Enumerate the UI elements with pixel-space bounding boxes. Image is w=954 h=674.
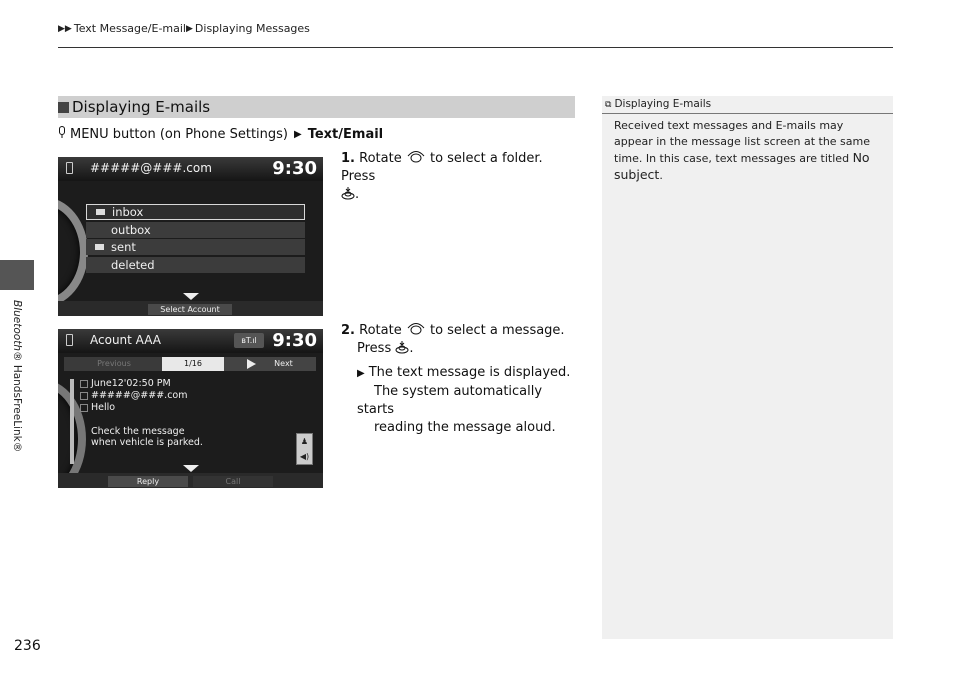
note-end: . xyxy=(659,169,663,182)
nav-target: Text/Email xyxy=(307,126,384,142)
note-title[interactable]: Displaying E-mails xyxy=(614,98,712,110)
message-body xyxy=(66,375,313,467)
note-term: No subject xyxy=(614,150,870,182)
breadcrumb xyxy=(58,22,310,35)
rotate-knob-icon xyxy=(406,322,426,336)
step-text: to select a message. xyxy=(429,323,565,338)
section-header xyxy=(58,96,575,118)
screen-header xyxy=(58,157,323,181)
previous-tab[interactable]: Previous xyxy=(64,357,164,371)
folder-label: sent xyxy=(111,240,136,255)
breadcrumb-arrow-icon: ▶▶ xyxy=(58,23,72,34)
step-1 xyxy=(341,150,577,204)
note-text: Received text messages and E-mails may appear in the message list screen at the same time. In this case, text messages are titled xyxy=(614,119,871,165)
nav-path xyxy=(58,126,383,142)
play-arrow-icon xyxy=(247,359,256,369)
subject-icon xyxy=(80,404,88,412)
call-button[interactable]: Call xyxy=(193,476,273,487)
step-text: Press xyxy=(357,341,392,356)
folder-screen xyxy=(58,157,323,316)
clock: 9:30 xyxy=(272,330,317,351)
nav-prefix: MENU button (on Phone Settings) xyxy=(70,126,289,142)
phone-icon xyxy=(66,334,73,346)
voice-icon[interactable]: ♟ xyxy=(300,437,309,446)
folder-label: inbox xyxy=(112,205,144,219)
message-count: 1/16 xyxy=(162,357,224,371)
dial-graphic xyxy=(58,197,88,307)
speaker-icon[interactable]: ◀) xyxy=(299,452,310,461)
chapter-label xyxy=(6,300,28,460)
page-number: 236 xyxy=(14,638,41,654)
account-name: Acount AAA xyxy=(90,333,161,347)
square-bullet-icon xyxy=(58,102,69,113)
sender-icon xyxy=(80,392,88,400)
clock-icon xyxy=(80,380,88,388)
folder-label: deleted xyxy=(111,257,155,272)
chapter-suffix: ® HandsFreeLink® xyxy=(11,350,23,453)
message-text-line: when vehicle is parked. xyxy=(91,437,203,448)
envelope-icon xyxy=(96,209,105,215)
folder-item-deleted[interactable] xyxy=(86,257,305,273)
folder-label: outbox xyxy=(111,222,151,237)
top-divider xyxy=(58,47,893,48)
screen-footer xyxy=(58,473,323,488)
folder-item-sent[interactable] xyxy=(86,239,305,255)
message-nav-tabs xyxy=(64,357,316,371)
screen-footer xyxy=(58,301,323,316)
result-line: reading the message aloud. xyxy=(374,420,556,435)
down-arrow-icon xyxy=(183,465,199,472)
phone-icon xyxy=(66,162,73,174)
rotate-knob-icon xyxy=(406,150,426,164)
result-line: The system automatically starts xyxy=(357,384,543,417)
step-end: . xyxy=(409,341,414,356)
result-arrow-icon: ▶ xyxy=(357,368,365,379)
chapter-brand: Bluetooth xyxy=(11,300,23,351)
side-note xyxy=(602,96,893,639)
note-icon: ⧉ xyxy=(605,100,612,110)
folder-item-outbox[interactable] xyxy=(86,222,305,238)
step-end: . xyxy=(355,187,360,202)
down-arrow-icon xyxy=(183,293,199,300)
step-result xyxy=(357,364,575,437)
voice-command-icon xyxy=(58,126,66,142)
folder-list xyxy=(86,204,305,274)
next-label: Next xyxy=(274,359,293,368)
envelope-icon xyxy=(95,244,104,250)
press-knob-icon xyxy=(395,340,409,354)
folder-item-inbox[interactable] xyxy=(86,204,305,220)
message-sender: #####@###.com xyxy=(91,390,188,401)
section-title: Displaying E-mails xyxy=(72,98,211,116)
note-body xyxy=(614,118,884,184)
breadcrumb-item[interactable]: Displaying Messages xyxy=(194,22,310,35)
scrollbar[interactable] xyxy=(70,379,74,464)
reply-button[interactable]: Reply xyxy=(108,476,188,487)
breadcrumb-arrow-icon: ▶ xyxy=(186,23,193,34)
press-knob-icon xyxy=(341,186,355,200)
step-text: to select a folder. Press xyxy=(341,151,543,184)
next-tab[interactable] xyxy=(224,357,316,371)
step-text: Rotate xyxy=(359,323,402,338)
message-side-controls xyxy=(296,433,313,465)
account-email: #####@###.com xyxy=(90,161,212,175)
note-header xyxy=(602,96,893,114)
breadcrumb-item[interactable]: Text Message/E-mail xyxy=(73,22,186,35)
result-line: The text message is displayed. xyxy=(368,365,571,380)
message-screen xyxy=(58,329,323,488)
nav-arrow-icon: ▶ xyxy=(294,128,302,140)
message-text-line: Check the message xyxy=(91,426,185,437)
select-account-button[interactable]: Select Account xyxy=(148,304,232,315)
message-subject: Hello xyxy=(91,402,116,413)
chapter-tab xyxy=(0,260,34,290)
step-2 xyxy=(341,322,577,358)
clock: 9:30 xyxy=(272,158,317,179)
bluetooth-signal-icon: ʙT.ıl xyxy=(234,333,264,348)
step-number: 2. xyxy=(341,323,355,338)
step-number: 1. xyxy=(341,151,355,166)
screen-header xyxy=(58,329,323,353)
step-text: Rotate xyxy=(359,151,402,166)
message-date: June12'02:50 PM xyxy=(91,378,171,389)
